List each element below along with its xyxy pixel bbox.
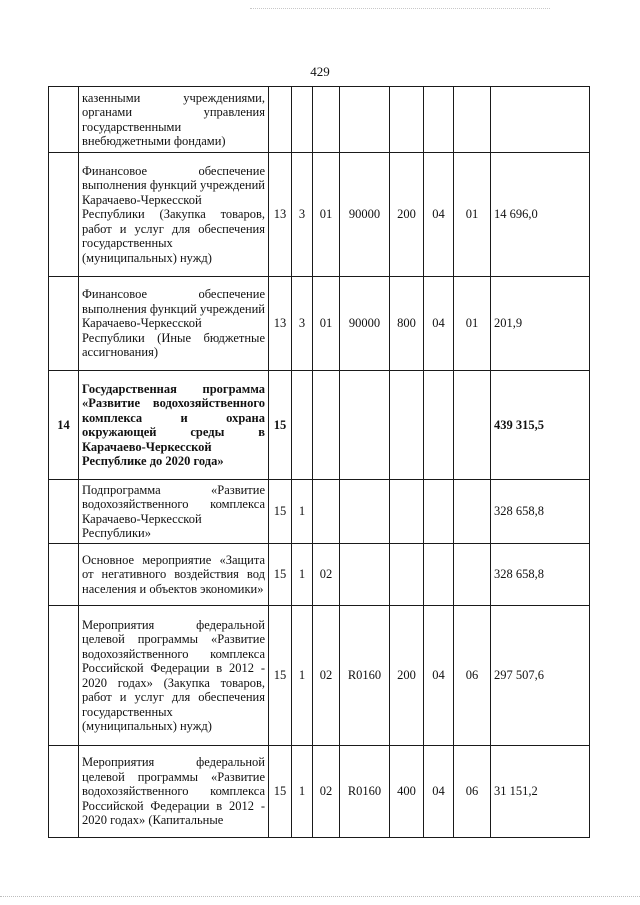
code-admin: 13: [269, 277, 292, 371]
table-row: [49, 87, 590, 153]
code-event: 02: [313, 746, 340, 838]
code-expense-type: [390, 87, 424, 153]
code-subprogram: 1: [292, 544, 313, 606]
code-subprogram: 1: [292, 746, 313, 838]
row-amount: 439 315,5: [491, 371, 590, 480]
code-subsection: 06: [454, 606, 491, 746]
table-row: [49, 277, 590, 371]
table-row: [49, 746, 590, 838]
scan-artifact-bottom: [0, 896, 640, 897]
code-admin: 13: [269, 153, 292, 277]
code-subsection: 01: [454, 277, 491, 371]
code-subprogram: 1: [292, 480, 313, 544]
code-section: [424, 371, 454, 480]
code-subsection: 06: [454, 746, 491, 838]
code-expense-type: [390, 544, 424, 606]
code-subprogram: 3: [292, 277, 313, 371]
row-amount: 328 658,8: [491, 480, 590, 544]
row-amount: [491, 87, 590, 153]
code-subprogram: 3: [292, 153, 313, 277]
code-subsection: [454, 371, 491, 480]
code-event: [313, 480, 340, 544]
code-subsection: [454, 544, 491, 606]
row-number: [49, 746, 79, 838]
table-row: [49, 371, 590, 480]
code-section: 04: [424, 746, 454, 838]
row-description: казенными учреждениями, органами управления государственными внебюджетными фондами): [79, 87, 269, 153]
code-event: [313, 371, 340, 480]
row-number: [49, 480, 79, 544]
code-expense-type: 400: [390, 746, 424, 838]
code-direction: 90000: [340, 277, 390, 371]
code-section: [424, 544, 454, 606]
row-amount: 201,9: [491, 277, 590, 371]
code-direction: [340, 480, 390, 544]
table-row: [49, 153, 590, 277]
row-number: [49, 606, 79, 746]
row-amount: 297 507,6: [491, 606, 590, 746]
code-admin: 15: [269, 606, 292, 746]
code-subprogram: [292, 371, 313, 480]
table-row: [49, 544, 590, 606]
code-expense-type: 200: [390, 606, 424, 746]
code-direction: [340, 544, 390, 606]
row-number: [49, 87, 79, 153]
code-section: 04: [424, 153, 454, 277]
code-subsection: 01: [454, 153, 491, 277]
code-expense-type: 200: [390, 153, 424, 277]
row-number: [49, 277, 79, 371]
code-admin: 15: [269, 480, 292, 544]
code-section: [424, 87, 454, 153]
code-admin: 15: [269, 544, 292, 606]
scan-artifact-top: [250, 8, 550, 9]
table-row: [49, 606, 590, 746]
code-direction: [340, 371, 390, 480]
code-admin: 15: [269, 371, 292, 480]
budget-table: [48, 86, 590, 838]
row-number: [49, 544, 79, 606]
table-row: [49, 480, 590, 544]
code-direction: R0160: [340, 606, 390, 746]
code-direction: R0160: [340, 746, 390, 838]
code-expense-type: [390, 480, 424, 544]
row-number: [49, 153, 79, 277]
code-direction: 90000: [340, 153, 390, 277]
row-amount: 14 696,0: [491, 153, 590, 277]
code-subsection: [454, 87, 491, 153]
code-section: [424, 480, 454, 544]
code-admin: 15: [269, 746, 292, 838]
code-event: 02: [313, 606, 340, 746]
row-description: Финансовое обеспечение выполнения функций учреждений Карачаево-Черкесской Республики (Закупка товаров, работ и услуг для обеспечения государственных (муниципальных) нужд): [79, 153, 269, 277]
row-amount: 328 658,8: [491, 544, 590, 606]
code-event: 01: [313, 153, 340, 277]
code-section: 04: [424, 277, 454, 371]
code-subsection: [454, 480, 491, 544]
code-admin: [269, 87, 292, 153]
code-expense-type: 800: [390, 277, 424, 371]
row-description: Финансовое обеспечение выполнения функций учреждений Карачаево-Черкесской Республики (Иные бюджетные ассигнования): [79, 277, 269, 371]
row-description: Подпрограмма «Развитие водохозяйственного комплекса Карачаево-Черкесской Республики»: [79, 480, 269, 544]
code-event: 01: [313, 277, 340, 371]
code-subprogram: 1: [292, 606, 313, 746]
row-description: Основное мероприятие «Защита от негативного воздействия вод населения и объектов экономики»: [79, 544, 269, 606]
row-description: Государственная программа «Развитие водохозяйственного комплекса и охрана окружающей среды в Карачаево-Черкесской Республике до 2020 года»: [79, 371, 269, 480]
row-description: Мероприятия федеральной целевой программы «Развитие водохозяйственного комплекса Российской Федерации в 2012 - 2020 годах» (Капитальные: [79, 746, 269, 838]
page-number: 429: [310, 64, 330, 79]
code-direction: [340, 87, 390, 153]
row-number: 14: [49, 371, 79, 480]
code-expense-type: [390, 371, 424, 480]
code-subprogram: [292, 87, 313, 153]
code-event: [313, 87, 340, 153]
row-description: Мероприятия федеральной целевой программы «Развитие водохозяйственного комплекса Российской Федерации в 2012 - 2020 годах» (Закупка товаров, работ и услуг для обеспечения государственных (муниципальных) нужд): [79, 606, 269, 746]
row-amount: 31 151,2: [491, 746, 590, 838]
code-event: 02: [313, 544, 340, 606]
code-section: 04: [424, 606, 454, 746]
